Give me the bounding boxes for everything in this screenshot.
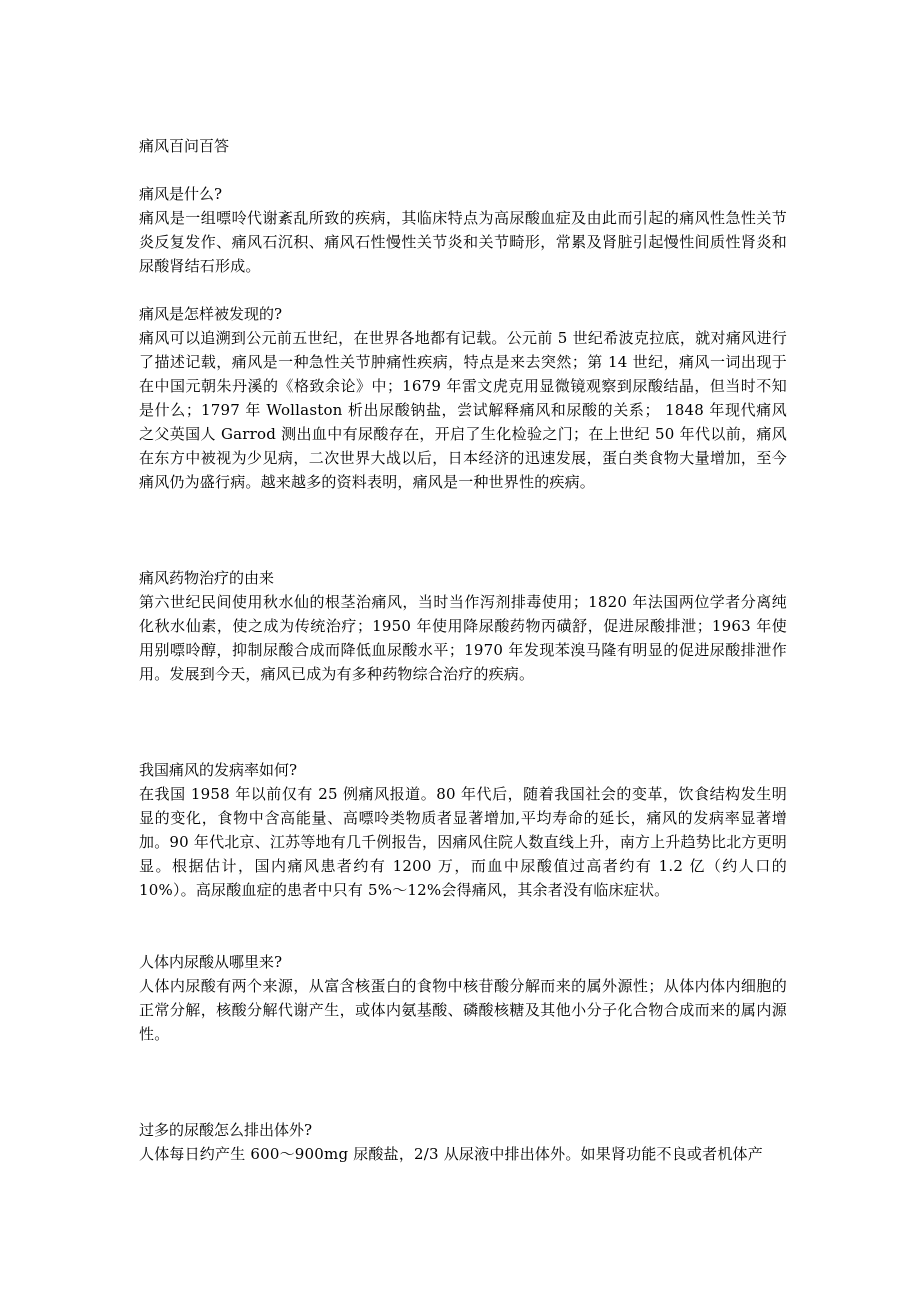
section-question: 过多的尿酸怎么排出体外? bbox=[139, 1121, 313, 1139]
document-page bbox=[139, 134, 787, 1166]
document-title: 痛风百问百答 bbox=[139, 137, 230, 155]
paragraph-gap bbox=[139, 686, 787, 758]
section-answer: 人体每日约产生 600～900mg 尿酸盐，2/3 从尿液中排出体外。如果肾功能不良或者机体产 bbox=[139, 1145, 763, 1163]
section-drug-history bbox=[139, 566, 787, 686]
section-question: 我国痛风的发病率如何? bbox=[139, 761, 298, 779]
section-answer: 第六世纪民间使用秋水仙的根茎治痛风，当时当作泻剂排毒使用；1820 年法国两位学者分离纯化秋水仙素，使之成为传统治疗；1950 年使用降尿酸药物丙磺舒，促进尿酸排泄；1963 年使用别嘌呤醇，抑制尿酸合成而降低血尿酸水平；1970 年发现苯溴马隆有明显的促进尿酸排泄作用。发展到今天，痛风已成为有多种药物综合治疗的疾病。 bbox=[139, 593, 787, 683]
section-history bbox=[139, 302, 787, 494]
section-question: 痛风是什么? bbox=[139, 185, 223, 203]
section-question: 人体内尿酸从哪里来? bbox=[139, 953, 283, 971]
section-question: 痛风药物治疗的由来 bbox=[139, 569, 275, 587]
paragraph-gap bbox=[139, 926, 787, 950]
section-answer: 在我国 1958 年以前仅有 25 例痛风报道。80 年代后，随着我国社会的变革，饮食结构发生明显的变化，食物中含高能量、高嘌呤类物质者显著增加,平均寿命的延长，痛风的发病率显著增加。90 年代北京、江苏等地有几千例报告，因痛风住院人数直线上升，南方上升趋势比北方更明显。根据估计，国内痛风患者约有 1200 万，而血中尿酸值过高者约有 1.2 亿（约人口的 10%）。高尿酸血症的患者中只有 5%～12%会得痛风，其余者没有临床症状。 bbox=[139, 785, 787, 899]
section-answer: 人体内尿酸有两个来源，从富含核蛋白的食物中核苷酸分解而来的属外源性；从体内体内细胞的正常分解，核酸分解代谢产生，或体内氨基酸、磷酸核糖及其他小分子化合物合成而来的属内源性。 bbox=[139, 977, 787, 1043]
paragraph-gap bbox=[139, 902, 787, 926]
paragraph-gap bbox=[139, 278, 787, 302]
section-answer: 痛风是一组嘌呤代谢紊乱所致的疾病，其临床特点为高尿酸血症及由此而引起的痛风性急性关节炎反复发作、痛风石沉积、痛风石性慢性关节炎和关节畸形，常累及肾脏引起慢性间质性肾炎和尿酸肾结石形成。 bbox=[139, 209, 787, 275]
section-uric-acid-excretion bbox=[139, 1118, 787, 1166]
paragraph-gap bbox=[139, 1046, 787, 1118]
paragraph-gap bbox=[139, 494, 787, 566]
section-answer: 痛风可以追溯到公元前五世纪，在世界各地都有记载。公元前 5 世纪希波克拉底，就对痛风进行了描述记载，痛风是一种急性关节肿痛性疾病，特点是来去突然；第 14 世纪，痛风一词出现于在中国元朝朱丹溪的《格致余论》中；1679 年雷文虎克用显微镜观察到尿酸结晶，但当时不知是什么；1797 年 Wollaston 析出尿酸钠盐，尝试解释痛风和尿酸的关系； 1848 年现代痛风之父英国人 Garrod 测出血中有尿酸存在，开启了生化检验之门；在上世纪 50 年代以前，痛风在东方中被视为少见病，二次世界大战以后，日本经济的迅速发展，蛋白类食物大量增加，至今痛风仍为盛行病。越来越多的资料表明，痛风是一种世界性的疾病。 bbox=[139, 329, 787, 491]
section-incidence bbox=[139, 758, 787, 902]
section-question: 痛风是怎样被发现的? bbox=[139, 305, 283, 323]
section-uric-acid-source bbox=[139, 950, 787, 1046]
section-what-is-gout bbox=[139, 182, 787, 278]
